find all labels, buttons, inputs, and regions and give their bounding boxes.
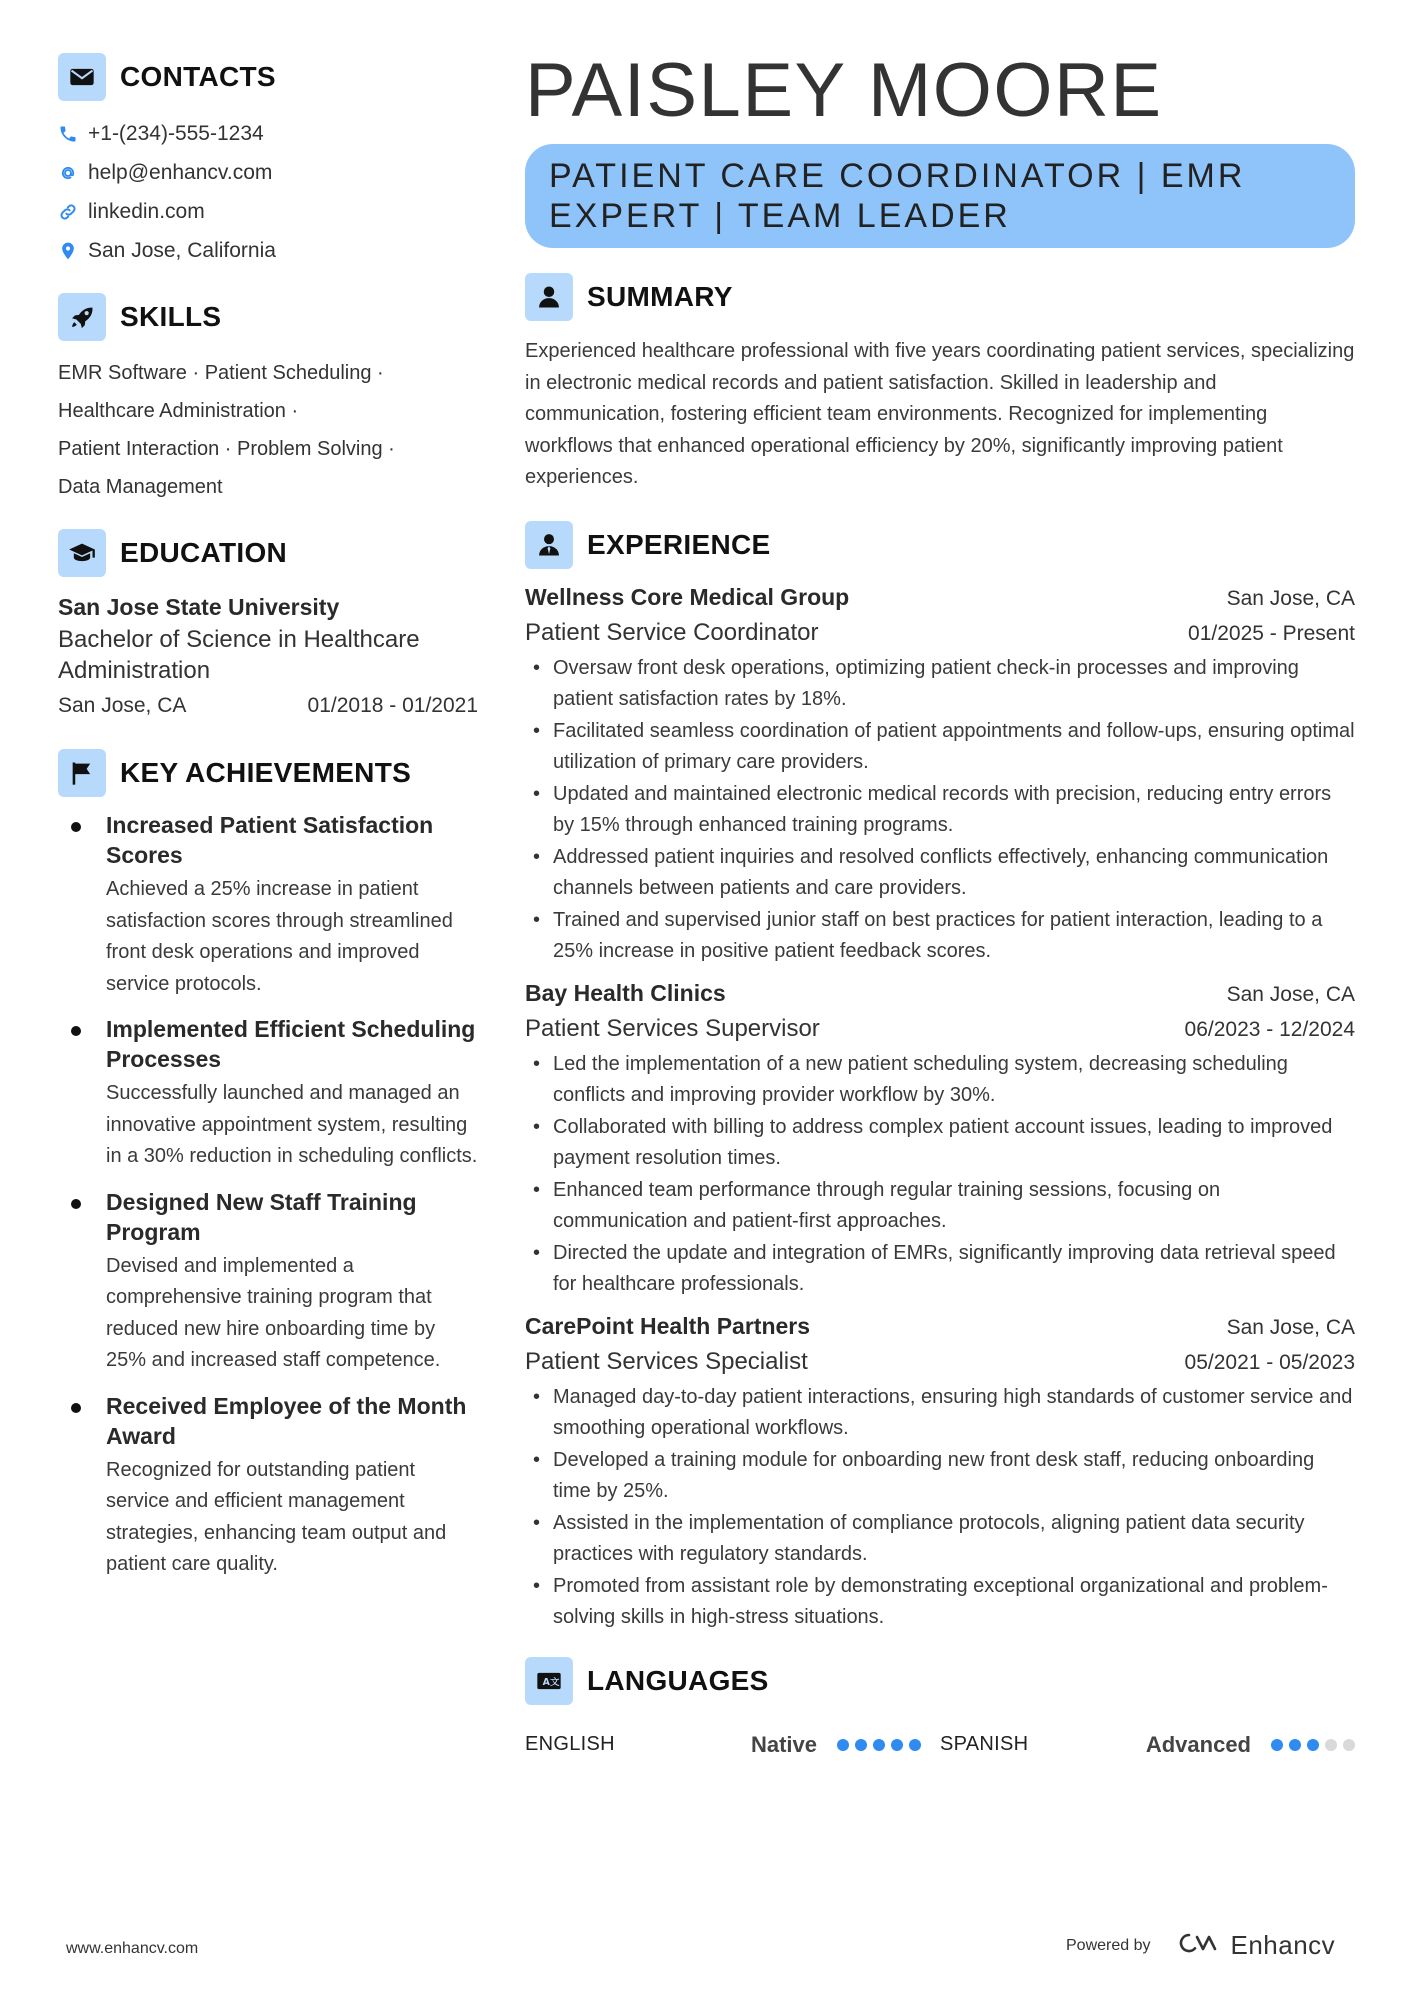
enhancv-logo-icon bbox=[1177, 1931, 1221, 1960]
languages-section bbox=[525, 1656, 1355, 1762]
degree: Bachelor of Science in Healthcare Administration bbox=[58, 626, 420, 684]
language-rating bbox=[1271, 1739, 1355, 1751]
contacts-header bbox=[58, 52, 478, 102]
link-icon bbox=[58, 202, 88, 222]
job-dates: 01/2025 - Present bbox=[1188, 621, 1355, 645]
section-title: SKILLS bbox=[120, 301, 222, 332]
contact-text: +1-(234)-555-1234 bbox=[88, 121, 264, 145]
rating-dot-filled bbox=[1271, 1739, 1283, 1751]
person-icon bbox=[525, 273, 573, 321]
contact-email[interactable] bbox=[58, 153, 478, 192]
job-bullet: • Led the implementation of a new patient scheduling system, decreasing scheduling conflicts and improving provider workflow by 30%. bbox=[525, 1049, 1355, 1112]
job-location: San Jose, CA bbox=[1226, 1315, 1355, 1339]
achievement-desc: Devised and implemented a comprehensive training program that reduced new hire onboarding time by 25% and increased staff competence. bbox=[106, 1254, 441, 1371]
education-location: San Jose, CA bbox=[58, 694, 187, 717]
bullet-dot bbox=[71, 1403, 81, 1413]
job-role: Patient Service Coordinator bbox=[525, 618, 819, 646]
contact-linkedin[interactable] bbox=[58, 192, 478, 231]
footer-website[interactable]: www.enhancv.com bbox=[66, 1940, 199, 1957]
achievement-item bbox=[58, 1014, 478, 1173]
education-entry bbox=[58, 590, 478, 724]
candidate-name: PAISLEY MOORE bbox=[525, 48, 1163, 133]
language-item bbox=[525, 1732, 940, 1758]
education-section bbox=[58, 528, 478, 724]
translate-icon bbox=[525, 1657, 573, 1705]
job-entry bbox=[525, 1309, 1355, 1634]
left-column bbox=[58, 52, 478, 1595]
company-name: CarePoint Health Partners bbox=[525, 1312, 811, 1339]
rating-dot-filled bbox=[891, 1739, 903, 1751]
job-role: Patient Services Specialist bbox=[525, 1347, 808, 1375]
flag-icon bbox=[58, 749, 106, 797]
job-bullet: • Promoted from assistant role by demonstrating exceptional organizational and problem-solving skills in high-stress situations. bbox=[525, 1571, 1355, 1634]
achievement-desc: Recognized for outstanding patient service and efficient management strategies, enhancing team output and patient care quality. bbox=[106, 1458, 447, 1575]
skills-header bbox=[58, 292, 478, 342]
phone-icon bbox=[58, 124, 88, 144]
rocket-icon bbox=[58, 293, 106, 341]
job-title-line: EXPERT | TEAM LEADER bbox=[549, 197, 1011, 235]
job-title-line: PATIENT CARE COORDINATOR | EMR bbox=[549, 157, 1246, 195]
location-pin-icon bbox=[58, 241, 88, 261]
contacts-section bbox=[58, 52, 478, 270]
summary-section bbox=[525, 272, 1355, 494]
summary-text: Experienced healthcare professional with five years coordinating patient services, specializing in electronic medical records and patient satisfaction. Skilled in leadership and communication, fostering efficient team environments. Recognized for implementing workflows that enhanced operational efficiency by 20%, significantly improving patient experiences. bbox=[525, 340, 1355, 488]
achievements-section bbox=[58, 748, 478, 1581]
job-bullet: • Updated and maintained electronic medical records with precision, reducing entry errors by 15% through enhanced training programs. bbox=[525, 779, 1355, 842]
skills-line: EMR Software · Patient Scheduling · bbox=[58, 362, 384, 384]
summary-header bbox=[525, 272, 1355, 322]
language-rating bbox=[837, 1739, 921, 1751]
contact-location bbox=[58, 231, 478, 270]
rating-dot-filled bbox=[1307, 1739, 1319, 1751]
education-dates: 01/2018 - 01/2021 bbox=[307, 694, 478, 717]
section-title: SUMMARY bbox=[587, 281, 733, 312]
bullet-dot bbox=[71, 822, 81, 832]
job-bullet: • Oversaw front desk operations, optimizing patient check-in processes and improving patient satisfaction rates by 18%. bbox=[525, 653, 1355, 716]
job-location: San Jose, CA bbox=[1226, 586, 1355, 610]
school-name: San Jose State University bbox=[58, 594, 340, 620]
achievement-title: Received Employee of the Month Award bbox=[106, 1392, 467, 1449]
svg-text:A: A bbox=[542, 1676, 550, 1688]
experience-section bbox=[525, 520, 1355, 1634]
section-title: KEY ACHIEVEMENTS bbox=[120, 757, 412, 788]
job-bullet: • Assisted in the implementation of compliance protocols, aligning patient data security practices with regulatory standards. bbox=[525, 1508, 1355, 1571]
skills-line: Patient Interaction · Problem Solving · bbox=[58, 438, 395, 460]
job-dates: 05/2021 - 05/2023 bbox=[1184, 1350, 1355, 1374]
achievements-header bbox=[58, 748, 478, 798]
brand-name: Enhancv bbox=[1230, 1930, 1336, 1960]
job-bullet: • Addressed patient inquiries and resolved conflicts effectively, enhancing communication channels between patients and care providers. bbox=[525, 842, 1355, 905]
job-bullet: • Enhanced team performance through regular training sessions, focusing on communication and patient-first approaches. bbox=[525, 1175, 1355, 1238]
skills-line: Data Management bbox=[58, 476, 223, 498]
achievement-item bbox=[58, 1187, 478, 1377]
company-name: Wellness Core Medical Group bbox=[525, 583, 850, 610]
achievement-desc: Achieved a 25% increase in patient satisfaction scores through streamlined front desk operations and improved service protocols. bbox=[106, 878, 453, 995]
achievement-title: Increased Patient Satisfaction Scores bbox=[106, 812, 434, 868]
achievement-title: Implemented Efficient Scheduling Processes bbox=[106, 1016, 476, 1072]
achievement-desc: Successfully launched and managed an innovative appointment system, resulting in a 30% reduction in scheduling conflicts. bbox=[106, 1082, 478, 1167]
powered-by-label: Powered by bbox=[1066, 1936, 1151, 1954]
job-location: San Jose, CA bbox=[1226, 982, 1355, 1006]
skills-section bbox=[58, 292, 478, 506]
bullet-dot bbox=[71, 1199, 81, 1209]
section-title: EXPERIENCE bbox=[587, 528, 771, 560]
job-bullet: • Collaborated with billing to address complex patient account issues, leading to improved payment resolution times. bbox=[525, 1112, 1355, 1175]
language-level: Native bbox=[750, 1731, 817, 1757]
languages-list bbox=[525, 1728, 1355, 1762]
rating-dot-filled bbox=[1289, 1739, 1301, 1751]
experience-header bbox=[525, 520, 1355, 570]
rating-dot-empty bbox=[1325, 1739, 1337, 1751]
language-level: Advanced bbox=[1145, 1731, 1251, 1757]
job-bullet: • Facilitated seamless coordination of patient appointments and follow-ups, ensuring optimal utilization of primary care providers. bbox=[525, 716, 1355, 779]
rating-dot-filled bbox=[873, 1739, 885, 1751]
languages-header bbox=[525, 1656, 1355, 1706]
at-icon bbox=[58, 163, 88, 183]
envelope-icon bbox=[58, 53, 106, 101]
job-role: Patient Services Supervisor bbox=[525, 1014, 820, 1042]
language-name: SPANISH bbox=[940, 1733, 1029, 1755]
achievement-title: Designed New Staff Training Program bbox=[106, 1188, 417, 1245]
rating-dot-filled bbox=[909, 1739, 921, 1751]
job-bullet: • Trained and supervised junior staff on best practices for patient interaction, leading to a 25% increase in positive patient feedback scores. bbox=[525, 905, 1355, 968]
company-name: Bay Health Clinics bbox=[525, 979, 726, 1006]
right-column bbox=[525, 48, 1355, 1762]
person-tie-icon bbox=[525, 521, 573, 569]
job-entry bbox=[525, 976, 1355, 1301]
job-bullet: • Managed day-to-day patient interactions, ensuring high standards of customer service and smoothing operational workflows. bbox=[525, 1382, 1355, 1445]
job-dates: 06/2023 - 12/2024 bbox=[1184, 1017, 1355, 1041]
section-title: EDUCATION bbox=[120, 537, 288, 568]
contact-text: San Jose, California bbox=[88, 238, 276, 262]
skills-line: Healthcare Administration · bbox=[58, 400, 299, 422]
rating-dot-filled bbox=[855, 1739, 867, 1751]
achievement-item bbox=[58, 1391, 478, 1581]
job-bullet: • Directed the update and integration of EMRs, significantly improving data retrieval speed for healthcare professionals. bbox=[525, 1238, 1355, 1301]
language-item bbox=[940, 1732, 1355, 1758]
language-name: ENGLISH bbox=[525, 1733, 615, 1755]
job-title-banner bbox=[525, 144, 1355, 248]
rating-dot-empty bbox=[1343, 1739, 1355, 1751]
section-title: CONTACTS bbox=[120, 61, 276, 92]
contact-text: linkedin.com bbox=[88, 199, 205, 223]
graduation-cap-icon bbox=[58, 529, 106, 577]
rating-dot-filled bbox=[837, 1739, 849, 1751]
achievement-item bbox=[58, 810, 478, 1000]
section-title: LANGUAGES bbox=[587, 1664, 769, 1696]
footer-branding bbox=[1066, 1930, 1335, 1961]
job-bullet: • Developed a training module for onboarding new front desk staff, reducing onboarding time by 25%. bbox=[525, 1445, 1355, 1508]
education-header bbox=[58, 528, 478, 578]
contact-phone bbox=[58, 114, 478, 153]
skills-list bbox=[58, 354, 478, 506]
svg-text:文: 文 bbox=[550, 1676, 560, 1688]
job-entry bbox=[525, 580, 1355, 968]
bullet-dot bbox=[71, 1026, 81, 1036]
contact-text: help@enhancv.com bbox=[88, 160, 273, 184]
